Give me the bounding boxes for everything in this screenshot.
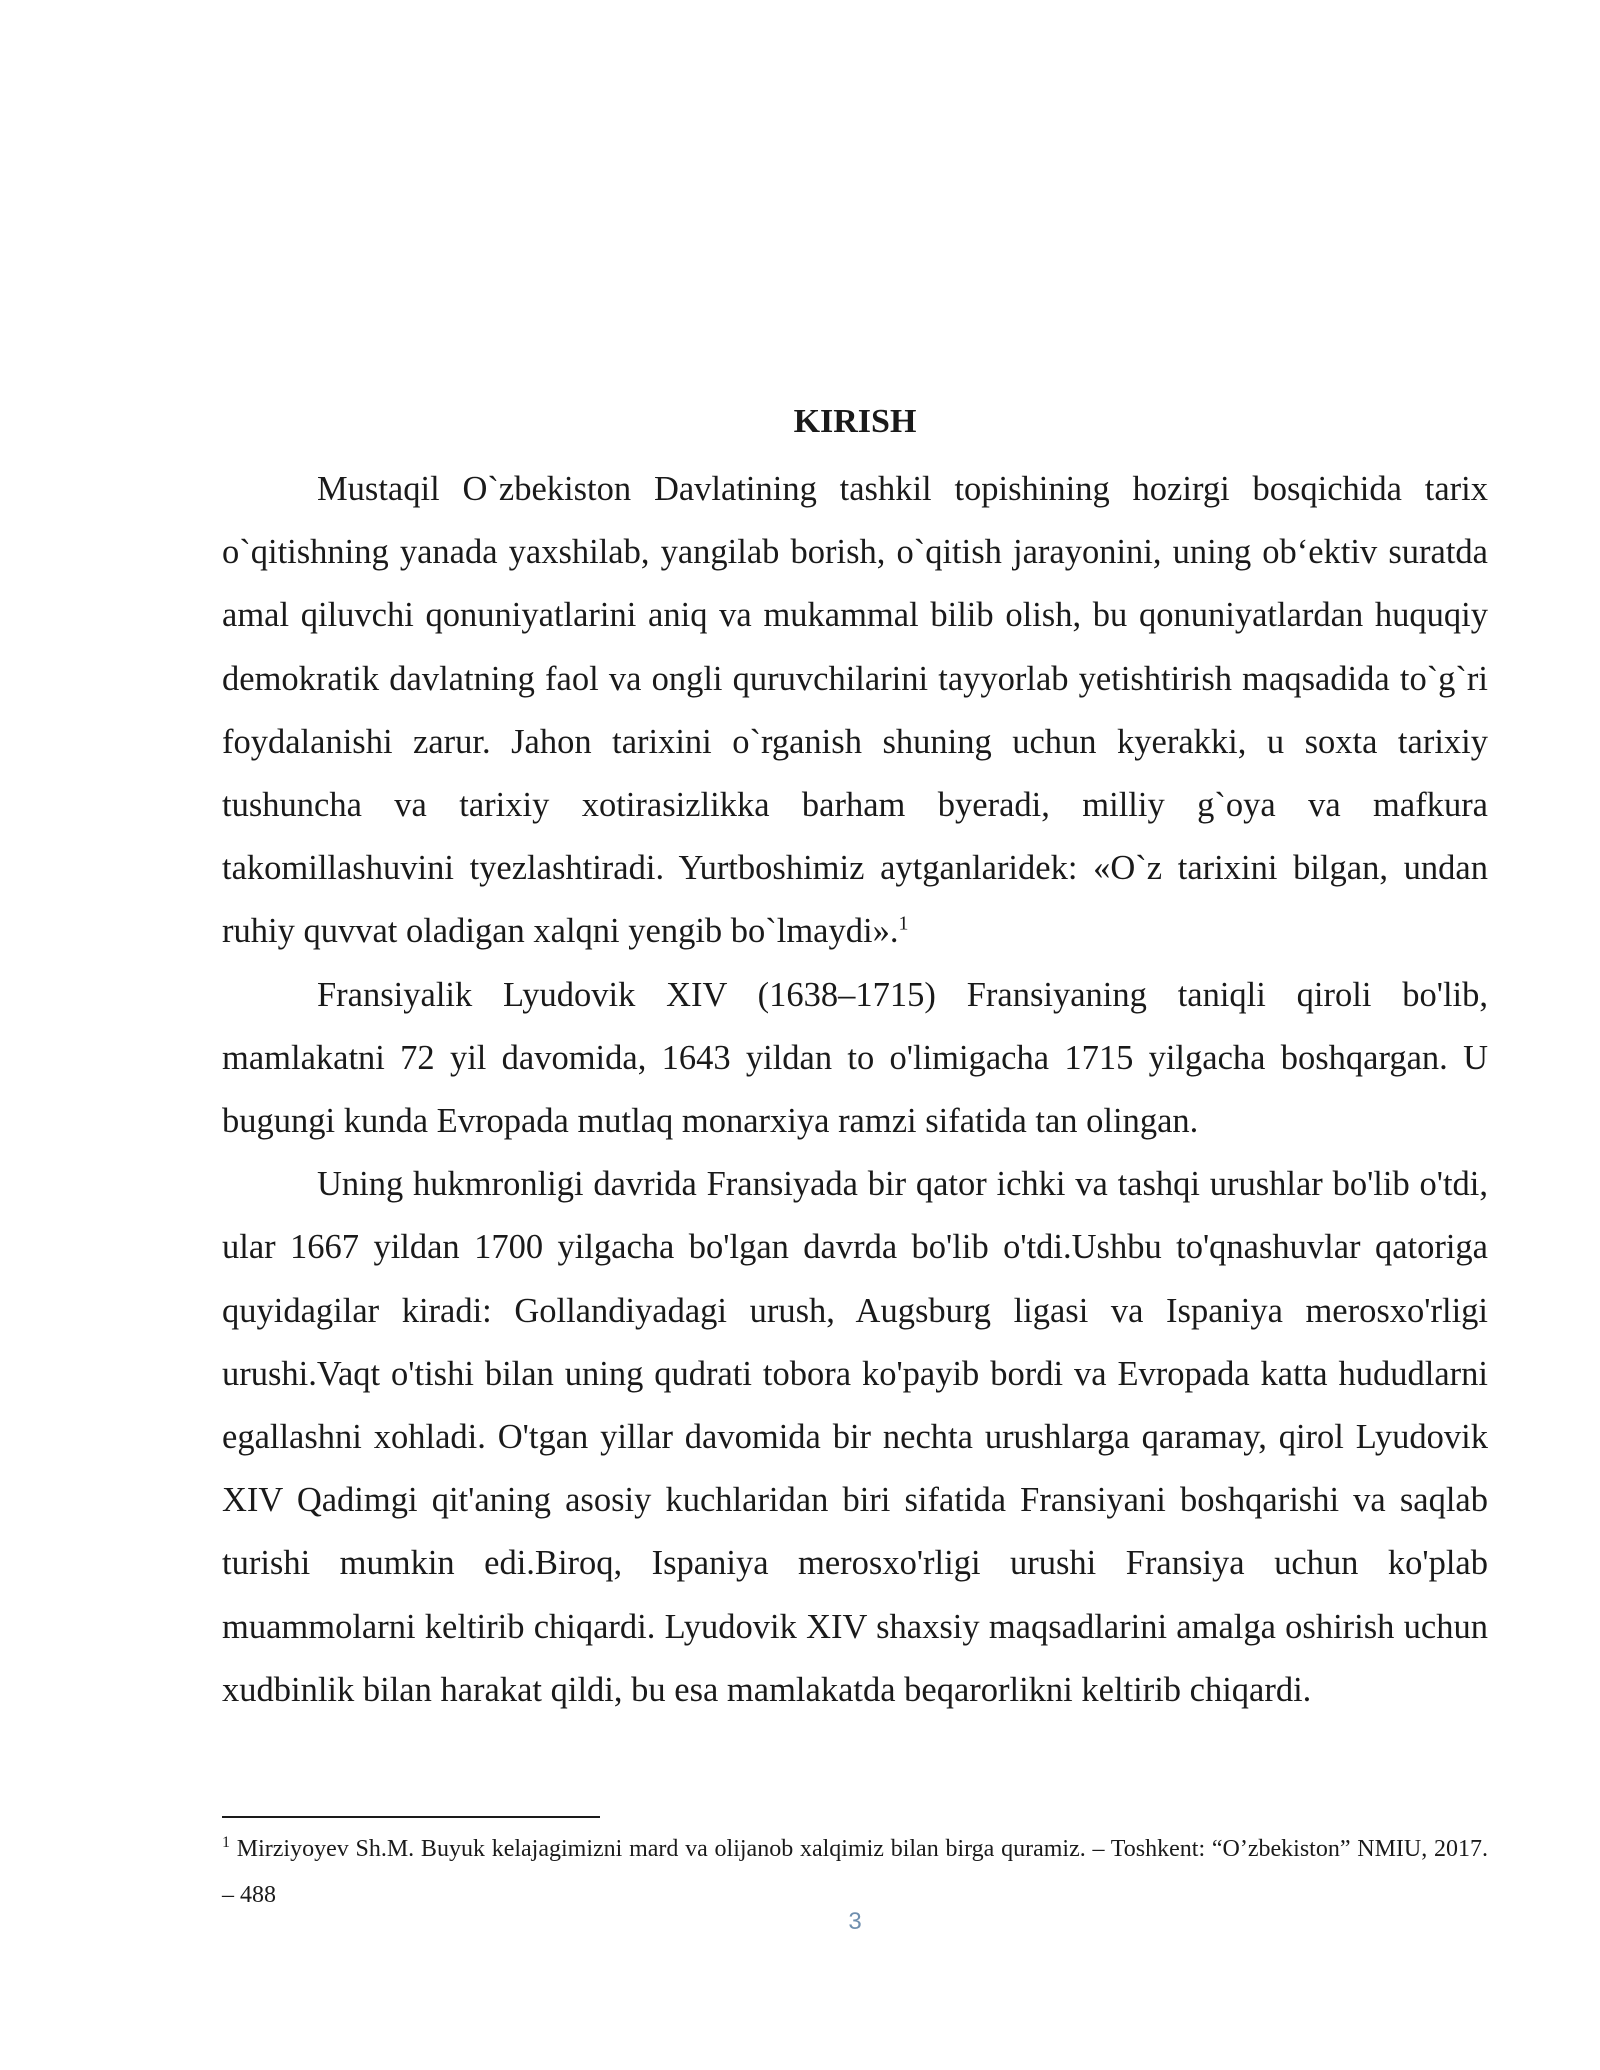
paragraph-louis-xiv: Fransiyalik Lyudovik XIV (1638–1715) Fransiyaning taniqli qiroli bo'lib, mamlakatni 72 yil davomida, 1643 yildan to o'limigacha 1715 yilgacha boshqargan. U bugungi kunda Evropada mutlaq monarxiya ramzi sifatida tan olingan. — [222, 975, 1488, 1141]
footnote-text: Mirziyoyev Sh.M. Buyuk kelajagimizni mard va olijanob xalqimiz bilan birga quramiz. – Toshkent: “O’zbekiston” NMIU, 2017. – 488 — [222, 1836, 1488, 1908]
page-number: 3 — [848, 1908, 862, 1935]
paragraph-intro — [222, 458, 1488, 964]
footnote-separator — [222, 1816, 600, 1818]
footnote — [222, 1826, 1488, 1918]
section-heading: KIRISH — [793, 403, 917, 440]
footnote-number: 1 — [222, 1834, 230, 1851]
footnote-reference[interactable]: 1 — [898, 912, 909, 935]
paragraph-intro-text: Mustaqil O`zbekiston Davlatining tashkil topishining hozirgi bosqichida tarix o`qitishning yanada yaxshilab, yangilab borish, o`qitish jarayonini, uning ob‘ektiv suratda amal qiluvchi qonuniyatlarini aniq va mukammal bilib olish, bu qonuniyatlardan huquqiy demokratik davlatning faol va ongli quruvchilarini tayyorlab yetishtirish maqsadida to`g`ri foydalanishi zarur. Jahon tarixini o`rganish shuning uchun kyerakki, u soxta tarixiy tushuncha va tarixiy xotirasizlikka barham byeradi, milliy g`oya va mafkura takomillashuvini tyezlashtiradi. Yurtboshimiz aytganlaridek: «O`z tarixini bilgan, undan ruhiy quvvat oladigan xalqni yengib bo`lmaydi». — [222, 470, 1488, 951]
body-text — [222, 458, 1488, 1722]
document-page — [222, 0, 1488, 2070]
paragraph-wars: Uning hukmronligi davrida Fransiyada bir qator ichki va tashqi urushlar bo'lib o'tdi, ular 1667 yildan 1700 yilgacha bo'lgan davrda bo'lib o'tdi.Ushbu to'qnashuvlar qatoriga quyidagilar kiradi: Gollandiyadagi urush, Augsburg ligasi va Ispaniya merosxo'rligi urushi.Vaqt o'tishi bilan uning qudrati tobora ko'payib bordi va Evropada katta hududlarni egallashni xohladi. O'tgan yillar davomida bir nechta urushlarga qaramay, qirol Lyudovik XIV Qadimgi qit'aning asosiy kuchlaridan biri sifatida Fransiyani boshqarishi va saqlab turishi mumkin edi.Biroq, Ispaniya merosxo'rligi urushi Fransiya uchun ko'plab muammolarni keltirib chiqardi. Lyudovik XIV shaxsiy maqsadlarini amalga oshirish uchun xudbinlik bilan harakat qildi, bu esa mamlakatda beqarorlikni keltirib chiqardi. — [222, 1165, 1488, 1709]
